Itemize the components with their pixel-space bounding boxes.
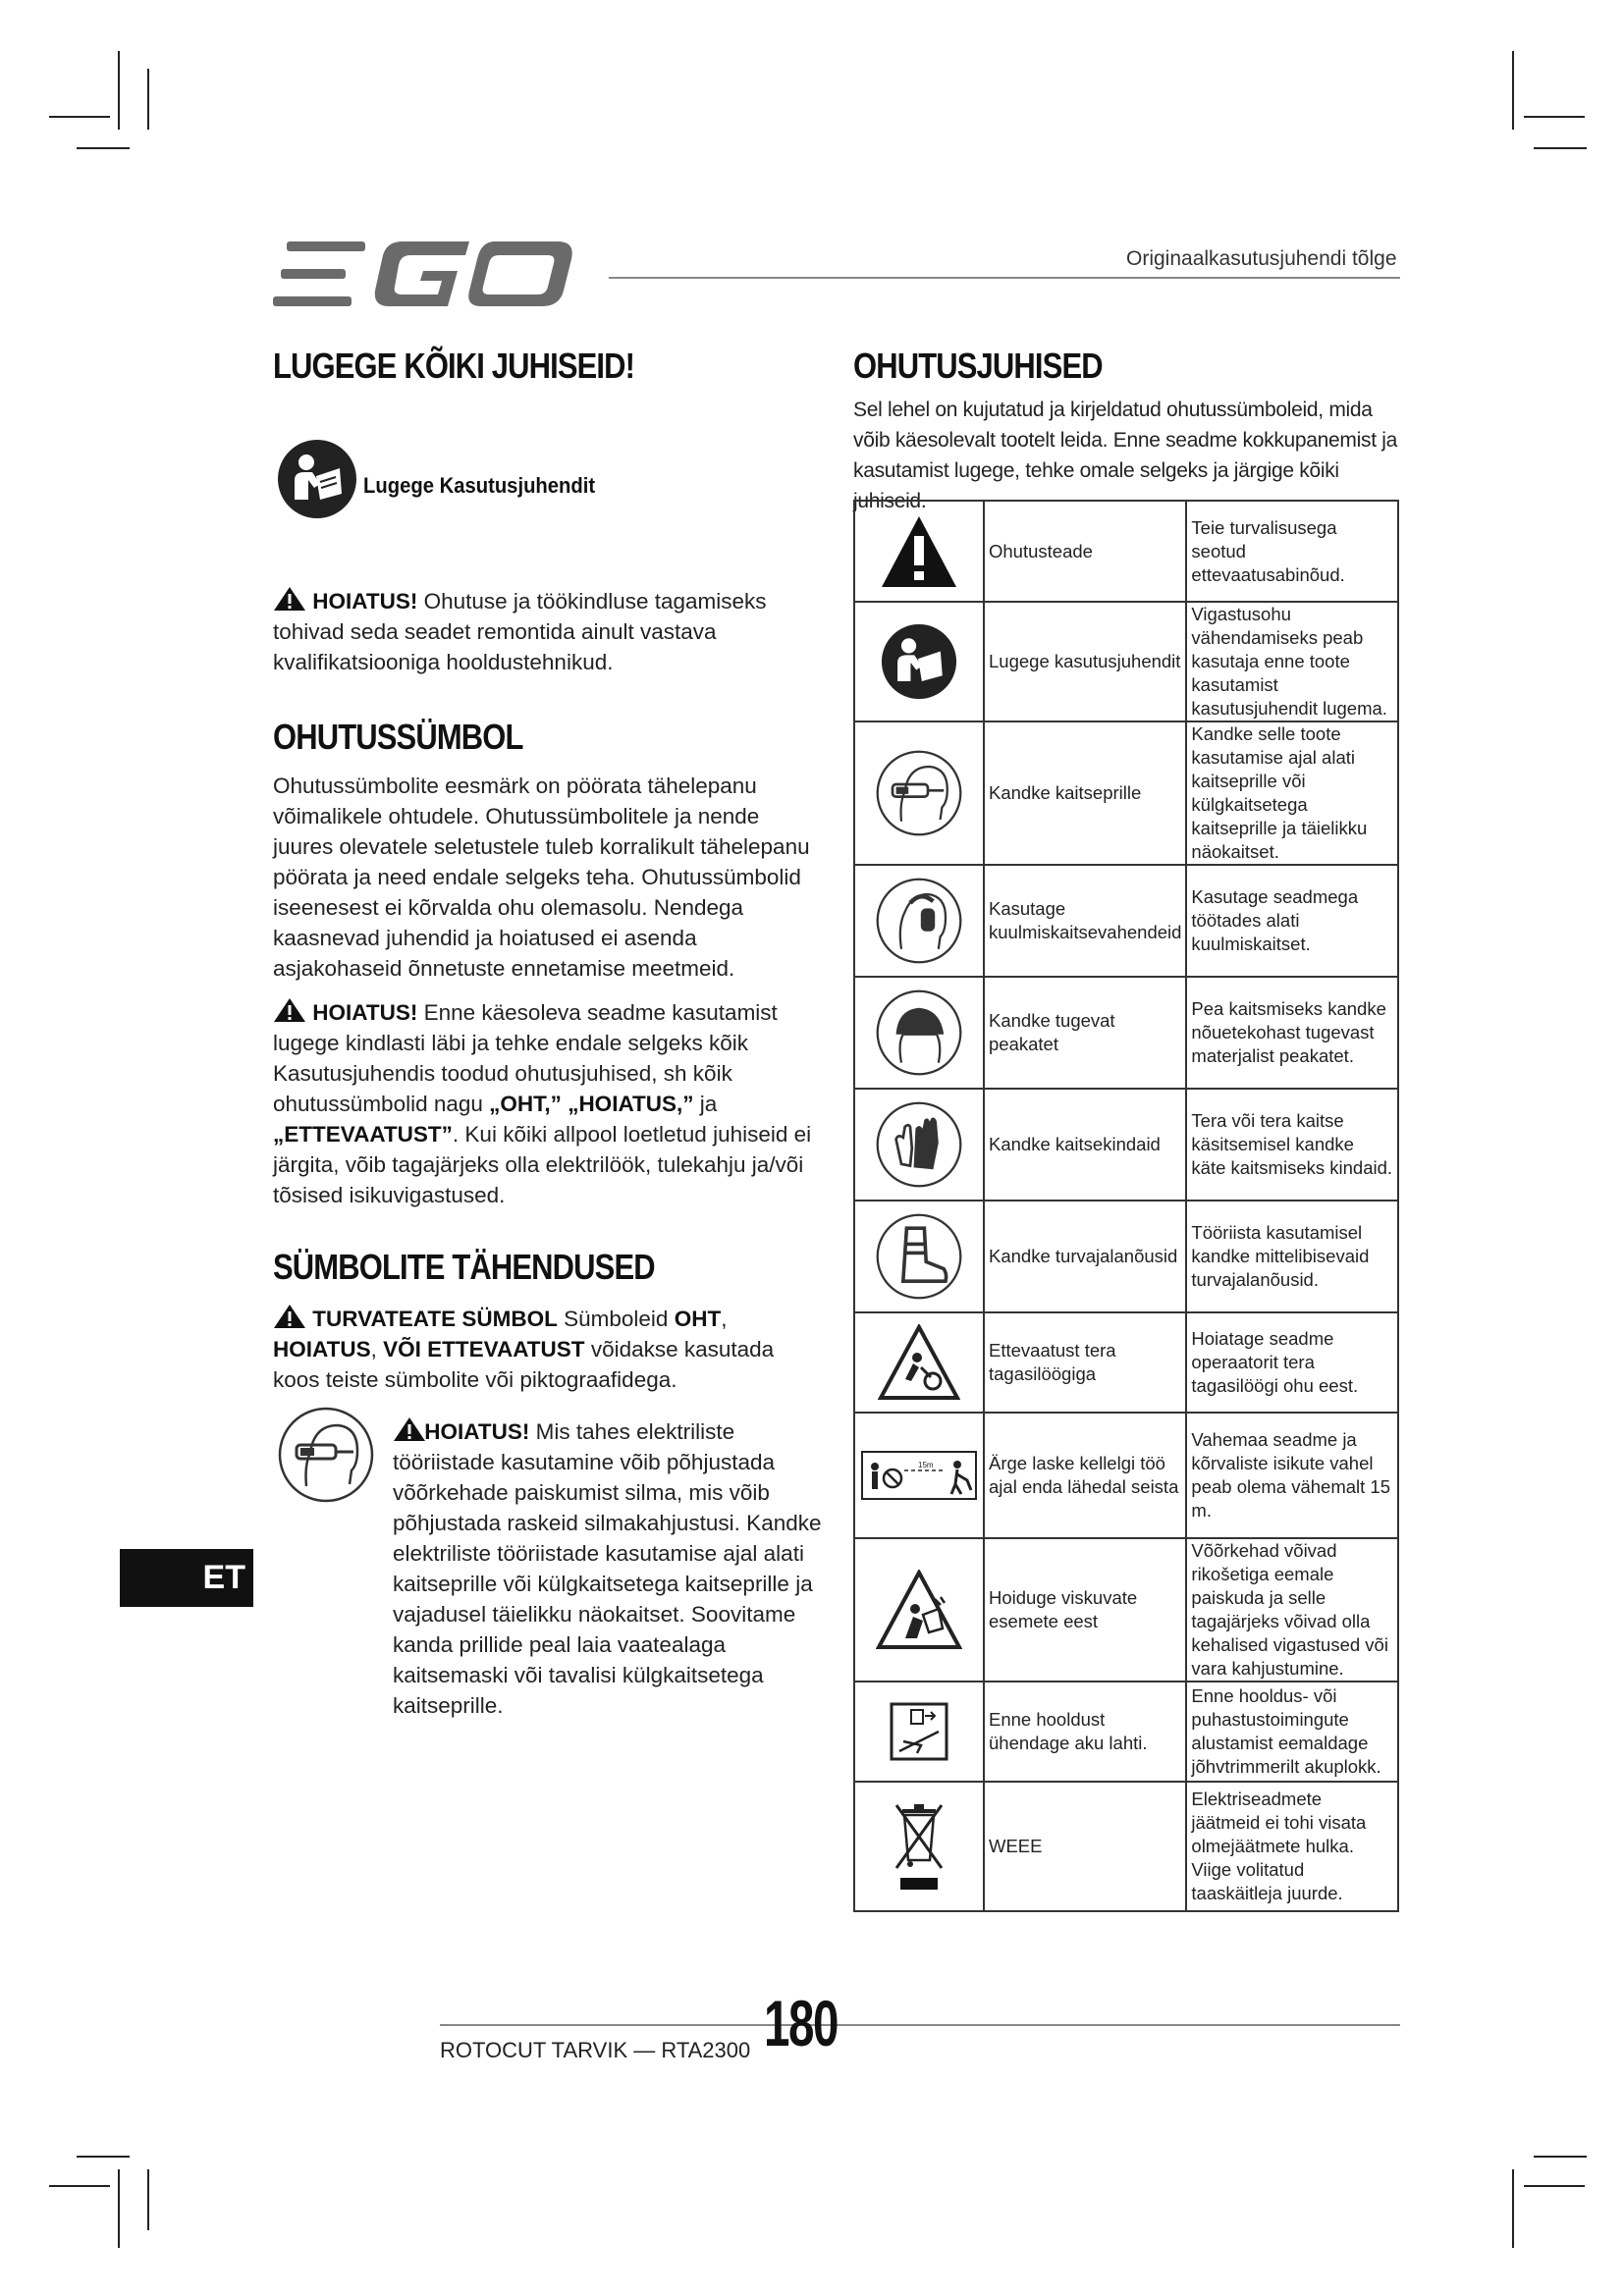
brand-name: EGO xyxy=(273,241,276,242)
symbol-description: Enne hooldus- või puhastustoimingute alustamist eemaldage jõhvtrimmerilt akuplokk. xyxy=(1186,1682,1398,1782)
symbol-name: Hoiduge viskuvate esemete eest xyxy=(984,1538,1186,1682)
crop-mark xyxy=(1524,116,1585,118)
safety-boots-icon xyxy=(875,1212,963,1301)
footer-model: ROTOCUT TARVIK — RTA2300 xyxy=(440,2038,751,2062)
symbol-cell xyxy=(854,1201,984,1312)
alert-symbol-label: TURVATEATE SÜMBOL xyxy=(312,1307,558,1331)
table-row xyxy=(854,501,1398,602)
disconnect-battery-icon xyxy=(890,1702,948,1761)
crop-mark xyxy=(118,51,120,130)
alert-text-end: võidakse kasutada koos teiste sümbolite või piktograafidega. xyxy=(273,1337,775,1392)
symbol-name: Kandke tugevat peakatet xyxy=(984,977,1186,1089)
safety-intro: Sel lehel on kujutatud ja kirjeldatud ohutussümboleid, mida võib käesolevalt tootelt leida. Enne seadme kokkupanemist ja kasutamist lugege, tehke omale selgeks ja järgige kõiki juhiseid. xyxy=(853,399,1398,512)
table-row xyxy=(854,1201,1398,1312)
safety-glasses-icon xyxy=(277,1406,375,1509)
table-row xyxy=(854,721,1398,865)
crop-mark xyxy=(1512,51,1514,130)
symbol-description: Hoiatage seadme operaatorit tera tagasilöögi ohu eest. xyxy=(1186,1312,1398,1413)
symbol-cell xyxy=(854,977,984,1089)
blade-thrust-icon xyxy=(878,1324,960,1401)
warning-text-end: . Kui kõiki allpool loetletud juhiseid ei järgita, võib tagajärjeks olla elektrilöök, tulekahju ja/või tõsised isikuvigastused. xyxy=(273,1122,812,1207)
thrown-objects-icon xyxy=(876,1570,962,1650)
warning-label: HOIATUS! xyxy=(312,1000,418,1025)
table-row xyxy=(854,1312,1398,1413)
hoiatus-term: HOIATUS xyxy=(273,1337,371,1362)
symbol-cell xyxy=(854,865,984,977)
crop-mark xyxy=(147,2169,149,2230)
warning-triangle-icon xyxy=(880,514,958,589)
warning-triangle-icon xyxy=(273,586,306,612)
symbol-name: Lugege kasutusjuhendit xyxy=(984,602,1186,721)
safety-symbol-text: Ohutussümbolite eesmärk on pöörata tähelepanu võimalikele ohtudele. Ohutussümbolitele ja nende juures olevatele seletustele tuleb korralikult tähelepanu pöörata ja need endale selgeks teha. Ohutussümbolid iseenesest ei kõrvalda ohu olemasolu. Nendega kaasnevad juhendid ja hoiatused ei asenda asjakohaseid õnnetuste ennetamise meetmeid. xyxy=(273,774,810,981)
symbol-description: Tera või tera kaitse käsitsemisel kandke käte kaitsmiseks kindaid. xyxy=(1186,1089,1398,1201)
symbol-meanings-heading: SÜMBOLITE TÄHENDUSED xyxy=(273,1247,655,1287)
symbol-description: Vigastusohu vähendamiseks peab kasutaja enne toote kasutamist kasutusjuhendit lugema. xyxy=(1186,602,1398,721)
warning-triangle-icon xyxy=(273,997,306,1023)
crop-mark xyxy=(49,2185,110,2187)
warning-eye-protection xyxy=(393,1416,825,1721)
warning-read-instructions xyxy=(273,997,815,1210)
crop-mark xyxy=(1534,2156,1587,2158)
table-row xyxy=(854,1089,1398,1201)
symbol-cell xyxy=(854,1682,984,1782)
distance-label: 15m xyxy=(918,1461,934,1469)
symbol-name: Ärge laske kellelgi töö ajal enda lähedal seista xyxy=(984,1413,1186,1538)
symbol-name: Kandke turvajalanõusid xyxy=(984,1201,1186,1312)
crop-mark xyxy=(1534,147,1587,149)
symbol-name: Ohutusteade xyxy=(984,501,1186,602)
gloves-icon xyxy=(875,1100,963,1189)
symbol-description: Kandke selle toote kasutamise ajal alati kaitseprille või külgkaitsetega kaitseprille ja täielikku näokaitset. xyxy=(1186,721,1398,865)
read-manual-label: Lugege Kasutusjuhendit xyxy=(363,473,596,498)
symbol-description: Elektriseadmete jäätmeid ei tohi visata olmejäätmete hulka. Viige volitatud taaskäitleja juurde. xyxy=(1186,1782,1398,1911)
warning-text: Enne käesoleva seadme kasutamist lugege kindlasti läbi ja tehke endale selgeks kõik Kasutusjuhendis toodud ohutusjuhised, sh kõik ohutussümbolid nagu xyxy=(273,1000,778,1116)
symbol-name: Kandke kaitseprille xyxy=(984,721,1186,865)
crop-mark xyxy=(1524,2185,1585,2187)
page-number: 180 xyxy=(764,1987,838,2059)
symbol-description: Teie turvalisusega seotud ettevaatusabinõud. xyxy=(1186,501,1398,602)
read-manual-icon xyxy=(277,439,357,524)
symbol-description: Tööriista kasutamisel kandke mittelibisevaid turvajalanõusid. xyxy=(1186,1201,1398,1312)
doc-type-label: Originaalkasutusjuhendi tõlge xyxy=(1126,247,1397,270)
symbol-description: Kasutage seadmega töötades alati kuulmiskaitset. xyxy=(1186,865,1398,977)
oht-term: OHT xyxy=(674,1307,722,1331)
crop-mark xyxy=(1512,2169,1514,2248)
table-row xyxy=(854,865,1398,977)
warning-label: HOIATUS! xyxy=(424,1419,530,1444)
footer-rule xyxy=(440,2024,1400,2026)
symbol-name: Enne hooldust ühendage aku lahti. xyxy=(984,1682,1186,1782)
ego-logo xyxy=(273,241,579,313)
oht-term: „OHT,” xyxy=(489,1092,562,1116)
symbol-cell xyxy=(854,1312,984,1413)
symbol-cell xyxy=(854,721,984,865)
conjunction: ja xyxy=(699,1092,718,1116)
table-row xyxy=(854,1682,1398,1782)
symbol-cell xyxy=(854,1782,984,1911)
table-row xyxy=(854,977,1398,1089)
warning-text: Ohutuse ja töökindluse tagamiseks tohivad seda seadet remontida ainult vastava kvalifikatsiooniga hooldustehnikud. xyxy=(273,589,767,674)
header-rule xyxy=(609,277,1400,279)
symbol-cell xyxy=(854,1413,984,1538)
hoiatus-term: „HOIATUS,” xyxy=(568,1092,694,1116)
table-row xyxy=(854,1782,1398,1911)
weee-icon xyxy=(894,1801,944,1892)
symbol-cell xyxy=(854,602,984,721)
voi-term: VÕI xyxy=(383,1337,421,1362)
crop-mark xyxy=(77,147,130,149)
keep-distance-icon xyxy=(861,1451,977,1500)
read-all-heading: LUGEGE KÕIKI JUHISEID! xyxy=(273,346,635,386)
warning-maintenance xyxy=(273,586,774,677)
language-tab: ET xyxy=(120,1549,253,1607)
warning-text: Mis tahes elektriliste tööriistade kasutamine võib põhjustada võõrkehade paiskumist silma, mis võib põhjustada raskeid silmakahjustusi. Kandke elektriliste tööriistade kasutamise ajal alati kaitseprille või külgkaitsetega kaitseprille ja vajadusel täielikku näokaitset. Soovitame kanda prillide peal laia vaatealaga kaitsemaski või tavalisi külgkaitsetega kaitseprille. xyxy=(393,1419,822,1718)
ettevaatust-term: ETTEVAATUST xyxy=(427,1337,585,1362)
symbol-cell xyxy=(854,1538,984,1682)
warning-triangle-icon xyxy=(393,1416,426,1442)
alert-symbol-text: TURVATEATE SÜMBOL Sümboleid OHT, HOIATUS, VÕI ETTEVAATUST võidakse kasutada koos teiste sümbolite või piktograafidega. xyxy=(273,1304,815,1395)
ear-protection-icon xyxy=(875,877,963,965)
safety-instructions-heading: OHUTUSJUHISED xyxy=(853,346,1103,386)
crop-mark xyxy=(147,69,149,130)
safety-symbol-table xyxy=(853,500,1399,1912)
warning-label: HOIATUS! xyxy=(312,589,418,614)
symbol-name: WEEE xyxy=(984,1782,1186,1911)
hard-hat-icon xyxy=(875,988,963,1077)
read-manual-icon xyxy=(881,623,957,700)
symbol-description: Võõrkehad võivad rikošetiga eemale paiskuda ja selle tagajärjeks võivad olla kehalised vigastused või vara kahjustumine. xyxy=(1186,1538,1398,1682)
symbol-description: Vahemaa seadme ja kõrvaliste isikute vahel peab olema vähemalt 15 m. xyxy=(1186,1413,1398,1538)
symbol-cell xyxy=(854,1089,984,1201)
alert-text: Sümboleid xyxy=(564,1307,669,1331)
safety-glasses-icon xyxy=(875,749,963,837)
ettevaatust-term: „ETTEVAATUST” xyxy=(273,1122,453,1147)
table-row xyxy=(854,602,1398,721)
safety-symbol-heading: OHUTUSSÜMBOL xyxy=(273,717,523,757)
symbol-description: Pea kaitsmiseks kandke nõuetekohast tugevast materjalist peakatet. xyxy=(1186,977,1398,1089)
table-row xyxy=(854,1413,1398,1538)
symbol-name: Ettevaatust tera tagasilöögiga xyxy=(984,1312,1186,1413)
symbol-name: Kandke kaitsekindaid xyxy=(984,1089,1186,1201)
warning-triangle-icon xyxy=(273,1304,306,1329)
crop-mark xyxy=(77,2156,130,2158)
table-row xyxy=(854,1538,1398,1682)
symbol-name: Kasutage kuulmiskaitsevahendeid xyxy=(984,865,1186,977)
symbol-cell xyxy=(854,501,984,602)
crop-mark xyxy=(118,2169,120,2248)
crop-mark xyxy=(49,116,110,118)
